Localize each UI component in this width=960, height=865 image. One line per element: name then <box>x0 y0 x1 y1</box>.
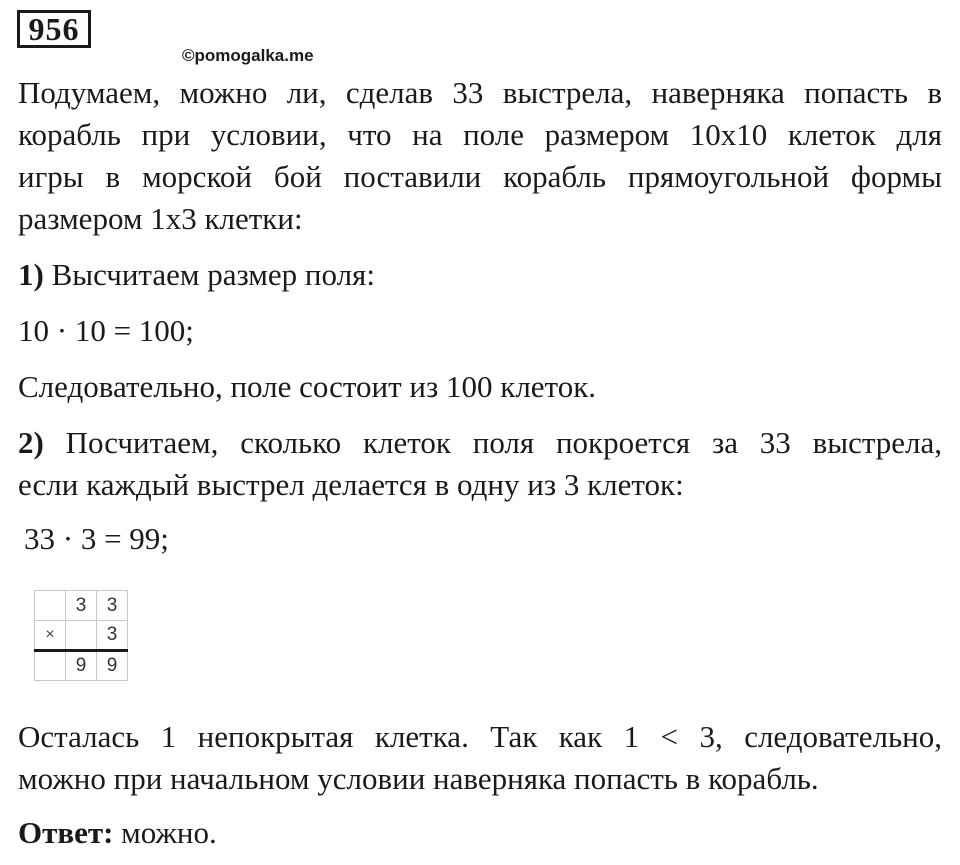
grid-cell <box>66 621 97 651</box>
final-line1: Осталась 1 непокрытая клетка. Так как 1 < 3, следовательно, <box>18 719 942 754</box>
problem-number: 956 <box>17 10 91 48</box>
intro-paragraph <box>18 72 942 240</box>
grid-cell: 9 <box>66 651 97 681</box>
step2-line2: если каждый выстрел делается в одну из 3 клеток: <box>18 467 684 502</box>
step2-label: 2) <box>18 425 44 460</box>
grid-cell: 3 <box>97 591 128 621</box>
step1-label: 1) <box>18 257 44 292</box>
equation1: 10 · 10 = 100; <box>18 313 194 348</box>
grid-cell <box>35 591 66 621</box>
grid-row <box>35 591 128 621</box>
grid-result-row <box>35 651 128 681</box>
step2 <box>18 422 942 506</box>
final-paragraph <box>18 716 942 800</box>
intro-line: корабль при условии, что на поле размером 10х10 клеток для <box>18 117 942 152</box>
grid-cell: 3 <box>97 621 128 651</box>
intro-line: игры в морской бой поставили корабль прямоугольной формы <box>18 159 942 194</box>
step1-text: Высчитаем размер поля: <box>43 257 375 292</box>
equation2: 33 · 3 = 99; <box>24 521 169 556</box>
watermark: ©pomogalka.me <box>182 46 314 65</box>
intro-line: Подумаем, можно ли, сделав 33 выстрела, наверняка попасть в <box>18 75 942 110</box>
intro-line: размером 1х3 клетки: <box>18 201 303 236</box>
grid-cell <box>35 651 66 681</box>
answer-text: можно. <box>113 815 217 850</box>
final-line2: можно при начальном условии наверняка попасть в корабль. <box>18 761 819 796</box>
step2-line1: Посчитаем, сколько клеток поля покроется за 33 выстрела, <box>43 425 942 460</box>
grid-cell: 9 <box>97 651 128 681</box>
grid-cell: 3 <box>66 591 97 621</box>
multiplication-grid <box>34 590 128 681</box>
answer <box>18 812 942 854</box>
answer-label: Ответ: <box>18 815 114 850</box>
grid-row <box>35 621 128 651</box>
conclusion1: Следовательно, поле состоит из 100 клеток. <box>18 369 597 404</box>
multiply-sign: × <box>35 621 66 651</box>
step2-line <box>18 422 942 464</box>
step1 <box>18 254 942 296</box>
